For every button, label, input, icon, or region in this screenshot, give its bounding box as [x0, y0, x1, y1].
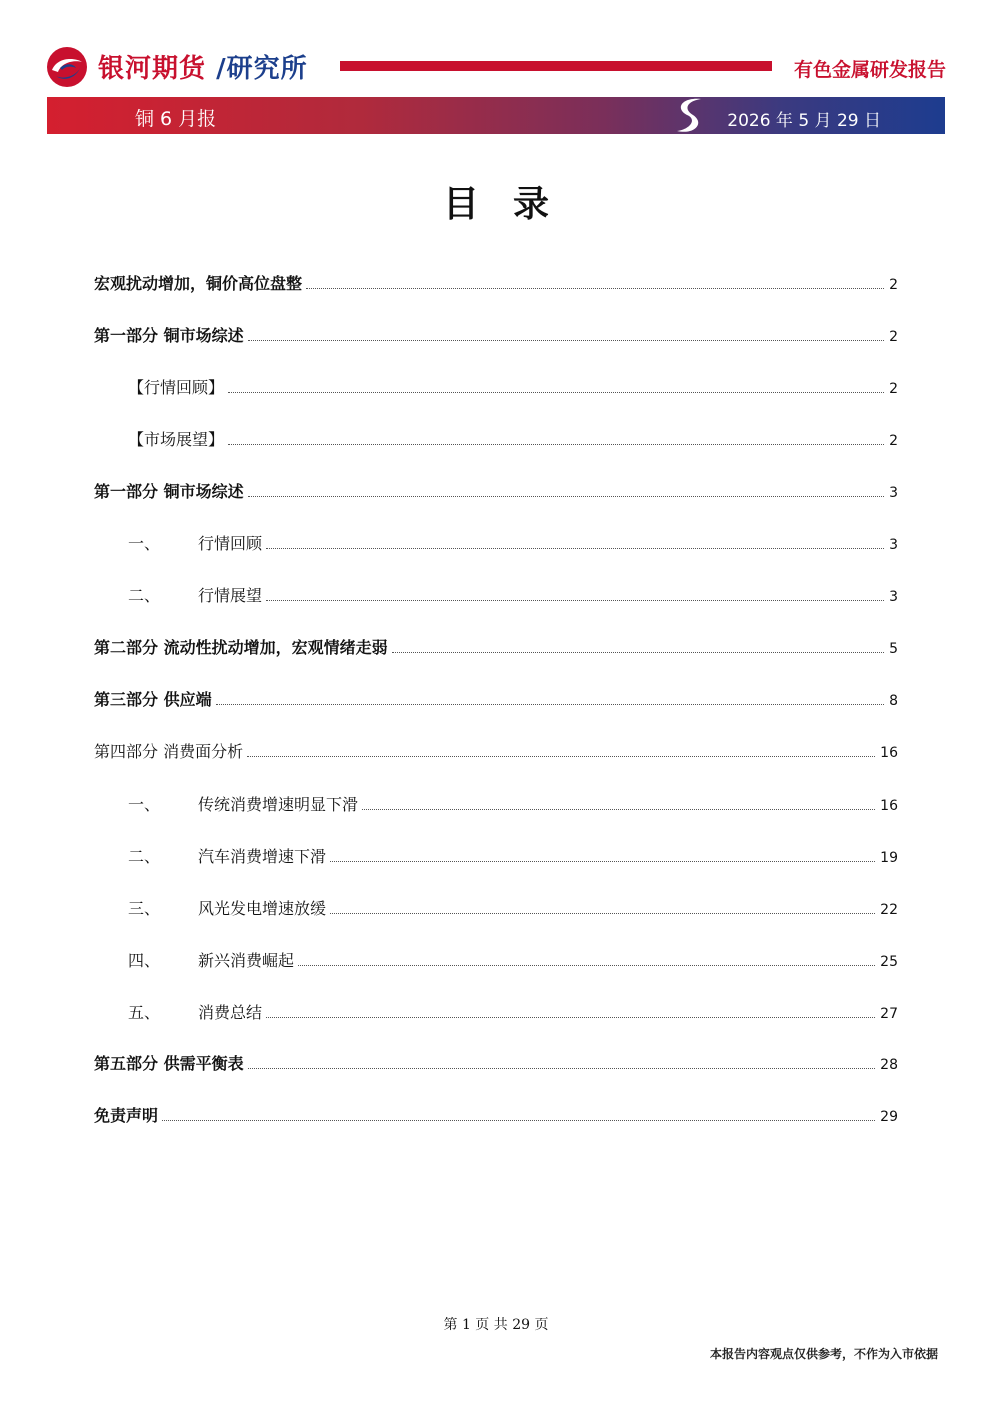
galaxy-logo-icon: [46, 46, 88, 88]
toc-leader: [228, 443, 884, 445]
toc-item-number: 一、: [128, 795, 161, 814]
toc-item[interactable]: [94, 320, 898, 346]
toc-item-page: 8: [889, 693, 898, 709]
toc-item[interactable]: [128, 997, 898, 1023]
toc-item-page: 22: [880, 902, 898, 918]
s-swoosh-icon: [671, 95, 707, 135]
toc-item-number: 一、: [128, 534, 161, 553]
toc-item[interactable]: [128, 841, 898, 867]
toc-item-number: 五、: [128, 1003, 161, 1022]
toc-item[interactable]: [128, 528, 898, 554]
toc-item[interactable]: [94, 268, 898, 294]
toc-item-page: 3: [889, 485, 898, 501]
toc-item-text: 消费总结: [198, 1003, 263, 1022]
toc-item-label: 第二部分 流动性扰动增加，宏观情绪走弱: [94, 638, 388, 657]
toc-item-page: 2: [889, 277, 898, 293]
toc-item[interactable]: [94, 476, 898, 502]
toc-item-label: 第一部分 铜市场综述: [94, 482, 244, 501]
toc-item[interactable]: [128, 893, 898, 919]
footer-disclaimer: 本报告内容观点仅供参考，不作为入市依据: [709, 1347, 938, 1361]
toc-item-label: [128, 948, 294, 971]
toc-item-label: 第一部分 铜市场综述: [94, 326, 244, 345]
title-banner: [47, 97, 945, 134]
header-divider: [340, 61, 772, 71]
toc-leader: [392, 651, 885, 653]
toc-item-number: 三、: [128, 899, 161, 918]
toc-leader: [248, 495, 885, 497]
toc-leader: [306, 287, 884, 289]
page-number: 第 1 页 共 29 页: [443, 1317, 549, 1333]
toc-item[interactable]: [128, 372, 898, 398]
toc-title: 目录: [442, 184, 583, 225]
toc-item-number: 二、: [128, 847, 161, 866]
toc-item-label: 第五部分 供需平衡表: [94, 1054, 244, 1073]
toc-item-page: 29: [880, 1109, 898, 1125]
toc-item[interactable]: [94, 684, 898, 710]
toc-item-page: 19: [880, 850, 898, 866]
toc-leader: [228, 391, 884, 393]
toc-item-label: [128, 1000, 262, 1023]
toc-item-label: 第三部分 供应端: [94, 690, 212, 709]
toc-item-page: 25: [880, 954, 898, 970]
toc-item-label: 【市场展望】: [128, 430, 225, 449]
toc-item-label: 免责声明: [94, 1106, 159, 1125]
toc-leader: [248, 1067, 876, 1069]
toc-item-page: 2: [889, 381, 898, 397]
toc-leader: [330, 860, 875, 862]
toc-leader: [247, 755, 875, 757]
toc-item-label: [128, 844, 326, 867]
toc-item-text: 传统消费增速明显下滑: [198, 795, 359, 814]
toc-item-page: 3: [889, 537, 898, 553]
company-name: 银河期货: [98, 54, 207, 84]
toc-leader: [248, 339, 885, 341]
toc-item-text: 行情回顾: [198, 534, 263, 553]
toc-item-page: 16: [880, 798, 898, 814]
toc-item-label: 宏观扰动增加，铜价高位盘整: [94, 274, 303, 293]
toc-item-label: [128, 896, 326, 919]
toc-item-page: 2: [889, 329, 898, 345]
toc-item-page: 28: [880, 1057, 898, 1073]
toc-leader: [216, 703, 885, 705]
toc-leader: [330, 912, 875, 914]
report-type: 有色金属研发报告: [793, 59, 946, 81]
toc-item-number: 四、: [128, 951, 161, 970]
toc-item-text: 风光发电增速放缓: [198, 899, 327, 918]
toc-leader: [266, 599, 884, 601]
toc-item-page: 16: [880, 745, 898, 761]
toc-item-label: 第四部分 消费面分析: [94, 742, 244, 761]
toc-item-label: [128, 792, 358, 815]
report-date: 2026 年 5 月 29 日: [727, 111, 881, 131]
toc-item[interactable]: [128, 580, 898, 606]
toc-item[interactable]: [94, 1100, 898, 1126]
toc-item[interactable]: [128, 424, 898, 450]
toc-item-number: 二、: [128, 586, 161, 605]
toc-item[interactable]: [94, 1048, 898, 1074]
toc-item-page: 2: [889, 433, 898, 449]
toc-item-page: 5: [889, 641, 898, 657]
toc-leader: [266, 1016, 875, 1018]
toc-item-text: 汽车消费增速下滑: [198, 847, 327, 866]
toc-leader: [162, 1119, 875, 1121]
toc-leader: [266, 547, 884, 549]
company-logo-text: [98, 48, 308, 85]
toc-item-text: 行情展望: [198, 586, 263, 605]
toc-item[interactable]: [128, 789, 898, 815]
toc-leader: [298, 964, 875, 966]
toc-item-label: [128, 583, 262, 606]
report-name: 铜 6 月报: [135, 108, 217, 130]
toc-item-page: 3: [889, 589, 898, 605]
toc-item[interactable]: [94, 736, 898, 762]
toc-item-label: 【行情回顾】: [128, 378, 225, 397]
toc-item-label: [128, 531, 262, 554]
toc-leader: [362, 808, 875, 810]
toc-item[interactable]: [94, 632, 898, 658]
institute-name: 研究所: [226, 54, 308, 84]
toc-item-text: 新兴消费崛起: [198, 951, 295, 970]
toc-item-page: 27: [880, 1006, 898, 1022]
toc-item[interactable]: [128, 945, 898, 971]
logo-slash: /: [216, 54, 227, 84]
page-header: [0, 0, 992, 96]
